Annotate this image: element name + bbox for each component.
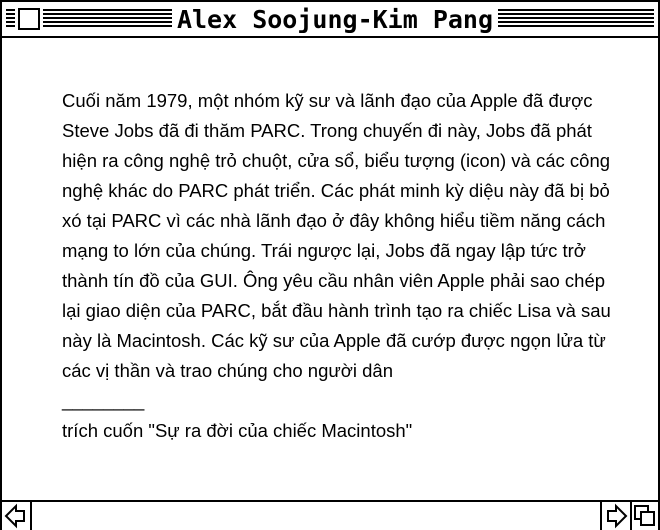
- grow-box-icon: [632, 502, 658, 530]
- horizontal-scroll-bar[interactable]: [2, 500, 658, 530]
- quote-paragraph: Cuối năm 1979, một nhóm kỹ sư và lãnh đạo của Apple đã được Steve Jobs đã đi thăm PARC. Trong chuyến đi này, Jobs đã phát hiện ra công nghệ trỏ chuột, cửa sổ, biểu tượng (icon) và các công nghệ khác do PARC phát triển. Các phát minh kỳ diệu này đã bị bỏ xó tại PARC vì các nhà lãnh đạo ở đây không hiểu tiềm năng cách mạng to lớn của chúng. Trái ngược lại, Jobs đã ngay lập tức trở thành tín đồ của GUI. Ông yêu cầu nhân viên Apple phải sao chép lại giao diện của PARC, bắt đầu hành trình tạo ra chiếc Lisa và sau này là Macintosh. Các kỹ sư của Apple đã cướp được ngọn lửa từ các vị thần và trao chúng cho người dân: [62, 90, 611, 381]
- arrow-left-icon: [2, 502, 30, 530]
- arrow-right-icon: [602, 502, 630, 530]
- title-bar[interactable]: [2, 2, 658, 38]
- scroll-track[interactable]: [32, 502, 600, 530]
- window-title: Alex Soojung-Kim Pang: [172, 4, 498, 36]
- quote-divider: ________: [62, 390, 145, 411]
- scroll-right-button[interactable]: [600, 502, 630, 530]
- close-box-icon[interactable]: [18, 8, 40, 30]
- grow-box[interactable]: [630, 502, 658, 530]
- document-content: [62, 86, 622, 446]
- quote-source: trích cuốn "Sự ra đời của chiếc Macintosh": [62, 420, 413, 441]
- scroll-left-button[interactable]: [2, 502, 32, 530]
- title-bar-stripes-right: [498, 9, 654, 29]
